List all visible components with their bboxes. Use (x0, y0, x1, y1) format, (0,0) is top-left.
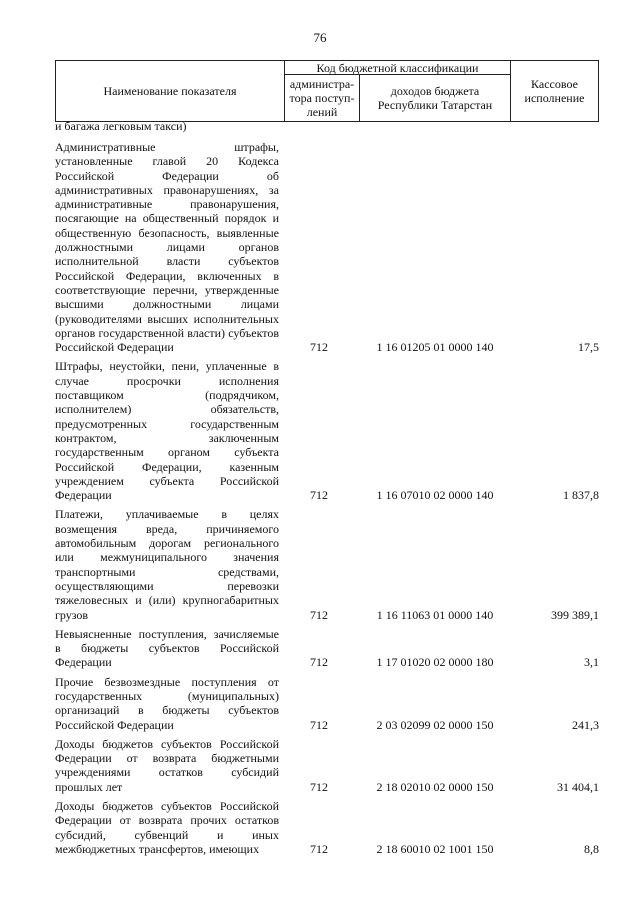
row-admin-code: 712 (310, 488, 328, 503)
row-indicator-name: Прочие безвозмездные поступления от государственных (муниципальных) организаций в бюджеты субъектов Российской Федерации (55, 674, 279, 732)
row-admin-code: 712 (310, 779, 328, 794)
row-amount: 3,1 (584, 655, 599, 670)
row-budget-code: 2 18 02010 02 0000 150 (376, 779, 494, 794)
table-header (55, 60, 599, 122)
row-admin-code: 712 (310, 655, 328, 670)
row-amount: 31 404,1 (557, 779, 599, 794)
row-indicator-name: Доходы бюджетов субъектов Российской Федерации от возврата бюджетными учреждениями остатков субсидий прошлых лет (55, 736, 279, 794)
row-amount: 399 389,1 (551, 607, 599, 622)
page-number: 76 (313, 30, 327, 45)
row-indicator-name: Административные штрафы, установленные главой 20 Кодекса Российской Федерации об административных правонарушениях, за административные правонарушения, посягающие на общественный порядок и общественную безопасность, выявленные должностными лицами органов исполнительной власти субъектов Российской Федерации, включенных в соответствующие перечни, утвержденные высшими должностными лицами (руководителями высших исполнительных органов государственной власти) субъектов Российской Федерации (55, 140, 279, 355)
header-income-code: доходов бюджета Республики Татарстан (359, 74, 511, 122)
row-amount: 1 837,8 (563, 488, 599, 503)
row-indicator-name: Доходы бюджетов субъектов Российской Федерации от возврата прочих остатков субсидий, субвенций и иных межбюджетных трансфертов, имеющих (55, 799, 279, 856)
row-admin-code: 712 (310, 340, 328, 355)
row-amount: 8,8 (584, 841, 599, 856)
table-row (55, 627, 599, 670)
header-indicator-name: Наименование показателя (55, 60, 285, 122)
row-indicator-name: Штрафы, неустойки, пени, уплаченные в случае просрочки исполнения поставщиком (подрядчиком, исполнителем) обязательств, предусмотренных государственным контрактом, заключенным государственным органом субъекта Российской Федерации, казенным учреждением субъекта Российской Федерации (55, 359, 279, 503)
row-budget-code: 1 16 07010 02 0000 140 (376, 488, 494, 503)
table-row (55, 799, 599, 856)
row-budget-code: 1 16 11063 01 0000 140 (376, 607, 494, 622)
row-budget-code: 2 03 02099 02 0000 150 (376, 717, 494, 732)
row-indicator-name: Невыясненные поступления, зачисляемые в бюджеты субъектов Российской Федерации (55, 626, 279, 670)
row-admin-code: 712 (310, 841, 328, 856)
table-body (55, 140, 599, 861)
row-amount: 241,3 (572, 717, 599, 732)
table-row (55, 507, 599, 621)
continued-text: и багажа легковым такси) (55, 119, 187, 133)
row-amount: 17,5 (578, 340, 599, 355)
row-admin-code: 712 (310, 717, 328, 732)
table-row (55, 675, 599, 732)
header-cash-execution: Кассовое исполнение (510, 60, 599, 122)
table-row (55, 737, 599, 794)
header-budget-code-group: Код бюджетной классификации (284, 60, 511, 75)
row-budget-code: 2 18 60010 02 1001 150 (376, 841, 494, 856)
row-budget-code: 1 16 01205 01 0000 140 (376, 340, 494, 355)
table-row (55, 359, 599, 502)
row-admin-code: 712 (310, 607, 328, 622)
row-indicator-name: Платежи, уплачиваемые в целях возмещения вреда, причиняемого автомобильным дорогам регионального или межмуниципального значения транспортными средствами, осуществляющими перевозки тяжеловесных и (или) крупногабаритных грузов (55, 507, 279, 622)
header-administrator: администра-тора поступ-лений (284, 74, 360, 122)
row-budget-code: 1 17 01020 02 0000 180 (376, 655, 494, 670)
table-row (55, 140, 599, 354)
